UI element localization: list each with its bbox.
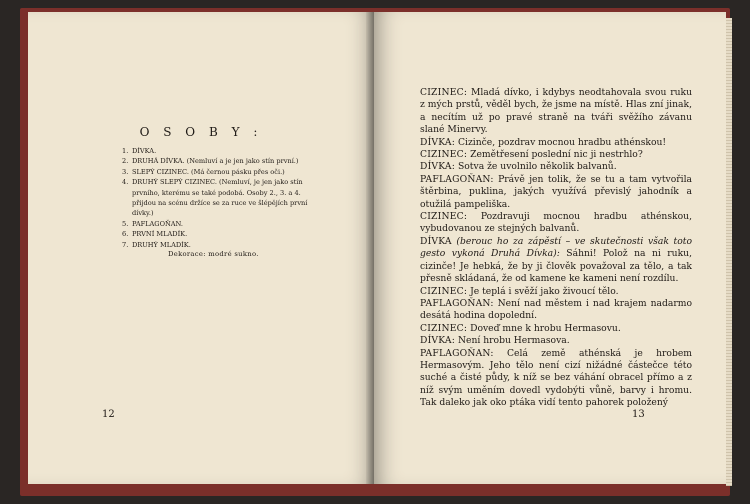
cast-item-text: DRUHÁ DÍVKA. (Nemluví a je jen jako stín první.) (132, 157, 299, 166)
speaker-name: PAFLAGOŇAN: (420, 297, 494, 309)
speaker-name: CIZINEC: (420, 285, 468, 297)
dialogue-line (420, 211, 692, 236)
stage-direction: (berouc ho za zápěstí – ve skutečnosti však toto gesto vykoná Druhá Dívka): (420, 235, 692, 260)
dialogue-line (420, 236, 692, 286)
dialogue-line (420, 335, 692, 347)
speaker-name: DÍVKA (420, 235, 452, 247)
dialogue-line (420, 137, 692, 149)
cast-item-number: 6. (122, 230, 129, 239)
spoken-text: Celá země athénská je hrobem Hermasovým. Jeho tělo není cizí nižádné částečce této suché a čisté půdy, k níž se bez váhání obracel přímo a z níž svým uměním dovedl vydobýti vůně, barvy i hromu. Tak daleko jak oko ptáka vidí tento pahorek položený (420, 347, 692, 409)
dialogue-line (420, 174, 692, 211)
cast-item-number: 5. (122, 219, 129, 228)
speaker-name: DÍVKA: (420, 335, 456, 347)
dialogue-text (420, 87, 692, 410)
cast-item-number: 7. (122, 240, 129, 249)
cast-item (122, 146, 317, 156)
cast-item (122, 167, 317, 177)
cast-item-text: DRUHÝ MLADÍK. (132, 240, 191, 249)
dialogue-line (420, 149, 692, 161)
speaker-name: CIZINEC: (420, 87, 468, 98)
dialogue-line (420, 161, 692, 173)
cast-item (122, 229, 317, 239)
open-book (20, 8, 730, 496)
cast-item (122, 177, 317, 219)
dialogue-line (420, 286, 692, 298)
spoken-text: Doveď mne k hrobu Hermasovu. (467, 322, 621, 334)
spoken-text: Zemětřesení poslední nic ji nestrhlo? (467, 149, 643, 161)
speaker-name: DÍVKA: (420, 136, 456, 148)
cast-heading: O S O B Y : (139, 125, 263, 139)
spoken-text: Je teplá i svěží jako živoucí tělo. (467, 285, 619, 297)
right-page (374, 12, 726, 484)
cast-item (122, 156, 317, 166)
cast-item-number: 2. (122, 157, 129, 166)
spoken-text: Právě jen tolik, že se tu a tam vytvořila štěrbina, puklina, jakých využívá převislý jahodník a otužilá pampeliška. (420, 173, 692, 210)
spoken-text: Cizinče, pozdrav mocnou hradbu athénskou! (455, 136, 667, 148)
cast-item (122, 240, 317, 250)
spoken-text: Mladá dívko, i kdybys neodtahovala svou ruku z mých prstů, věděl bych, že jsme na místě. Hlas zní jinak, a necítím už po pravé straně na tváři svěžího závanu slané Minervy. (420, 87, 692, 136)
spoken-text: Pozdravuji mocnou hradbu athénskou, vybudovanou ze stejných balvanů. (420, 211, 692, 235)
spoken-text: Není hrobu Hermasova. (455, 335, 570, 347)
page-number-left: 12 (102, 409, 115, 420)
left-page (28, 12, 374, 484)
cast-item-number: 1. (122, 147, 129, 155)
page-edges (726, 18, 732, 486)
speaker-name: PAFLAGOŇAN: (420, 173, 494, 185)
cast-item-number: 4. (122, 178, 129, 187)
spoken-text: Sáhni! Polož na ni ruku, cizinče! Je hebká, že by ji člověk považoval za tělo, a tak přesně skládaná, že od kamene ke kameni není rozdílu. (420, 248, 693, 285)
speaker-name: CIZINEC: (420, 149, 468, 161)
cast-item-text: DRUHÝ SLEPÝ CIZINEC. (Nemluví, je jen jako stín prvního, kterému se také podobá. Osoby 2., 3. a 4. přijdou na scénu držíce se za ruce ve šlépějích první dívky.) (132, 178, 308, 218)
page-number-right: 13 (632, 409, 645, 420)
cast-item-number: 3. (122, 167, 129, 176)
cast-item (122, 219, 317, 229)
spoken-text: Není nad městem i nad krajem nadarmo desátá hodina dopolední. (420, 297, 692, 322)
spoken-text: Sotva že uvolnilo několik balvanů. (455, 161, 617, 173)
dialogue-line (420, 298, 692, 323)
dialogue-line (420, 323, 692, 335)
dialogue-line (420, 348, 692, 410)
dialogue-line (420, 87, 692, 137)
speaker-name: CIZINEC: (420, 322, 468, 334)
cast-list (122, 146, 317, 250)
speaker-name: DÍVKA: (420, 161, 456, 173)
cast-item-text: PRVNÍ MLADÍK. (132, 230, 188, 239)
cast-item-text: PAFLAGOŇAN. (132, 219, 183, 228)
speaker-name: CIZINEC: (420, 211, 468, 223)
decoration-note: Dekorace: modré sukno. (168, 250, 259, 258)
speaker-name: PAFLAGOŇAN: (420, 347, 494, 359)
cast-item-text: DÍVKA. (132, 147, 157, 155)
cast-item-text: SLEPÝ CIZINEC. (Má černou pásku přes oči.) (132, 167, 285, 176)
